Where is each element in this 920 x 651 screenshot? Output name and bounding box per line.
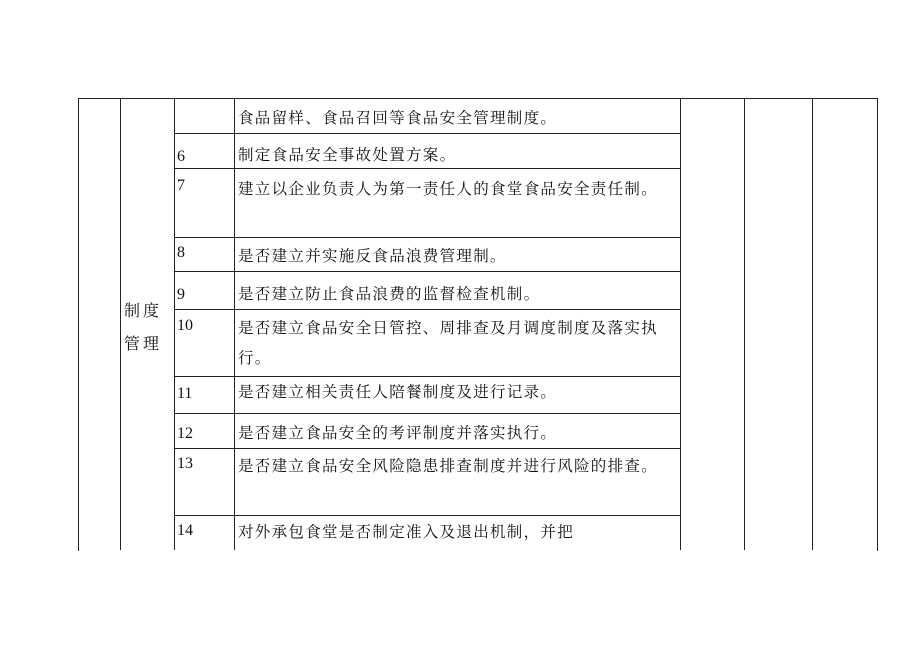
row-item: 是否建立食品安全风险隐患排查制度并进行风险的排查。 (238, 457, 659, 475)
row-number: 12 (177, 425, 193, 442)
column-divider (812, 98, 813, 550)
row-divider (174, 448, 680, 449)
row-item: 是否建立防止食品浪费的监督检查机制。 (238, 285, 541, 303)
row-divider (174, 515, 680, 516)
column-divider (120, 98, 121, 550)
column-divider (744, 98, 745, 550)
row-divider (174, 413, 680, 414)
row-number: 14 (177, 522, 193, 539)
row-number: 11 (177, 385, 193, 402)
row-item: 制定食品安全事故处置方案。 (238, 146, 457, 164)
row-item: 是否建立并实施反食品浪费管理制。 (238, 247, 507, 265)
row-divider (174, 237, 680, 238)
row-number: 6 (177, 148, 185, 165)
category-cell: 制度管理 (124, 301, 163, 353)
row-item: 是否建立食品安全的考评制度并落实执行。 (238, 424, 558, 442)
row-item: 食品留样、食品召回等食品安全管理制度。 (238, 109, 558, 127)
row-item: 对外承包食堂是否制定准入及退出机制，并把 (238, 523, 575, 541)
row-number: 10 (177, 317, 193, 334)
row-divider (174, 133, 680, 134)
row-number: 8 (177, 244, 185, 261)
column-divider (234, 98, 235, 550)
row-item: 是否建立食品安全日管控、周排查及月调度制度及落实执行。 (238, 319, 659, 367)
row-item: 是否建立相关责任人陪餐制度及进行记录。 (238, 383, 558, 401)
row-number: 7 (177, 177, 185, 194)
column-divider (174, 98, 175, 550)
row-number: 13 (177, 455, 193, 472)
row-number: 9 (177, 286, 185, 303)
column-divider (680, 98, 681, 550)
row-divider (174, 271, 680, 272)
row-divider (174, 309, 680, 310)
row-item: 建立以企业负责人为第一责任人的食堂食品安全责任制。 (238, 180, 659, 198)
